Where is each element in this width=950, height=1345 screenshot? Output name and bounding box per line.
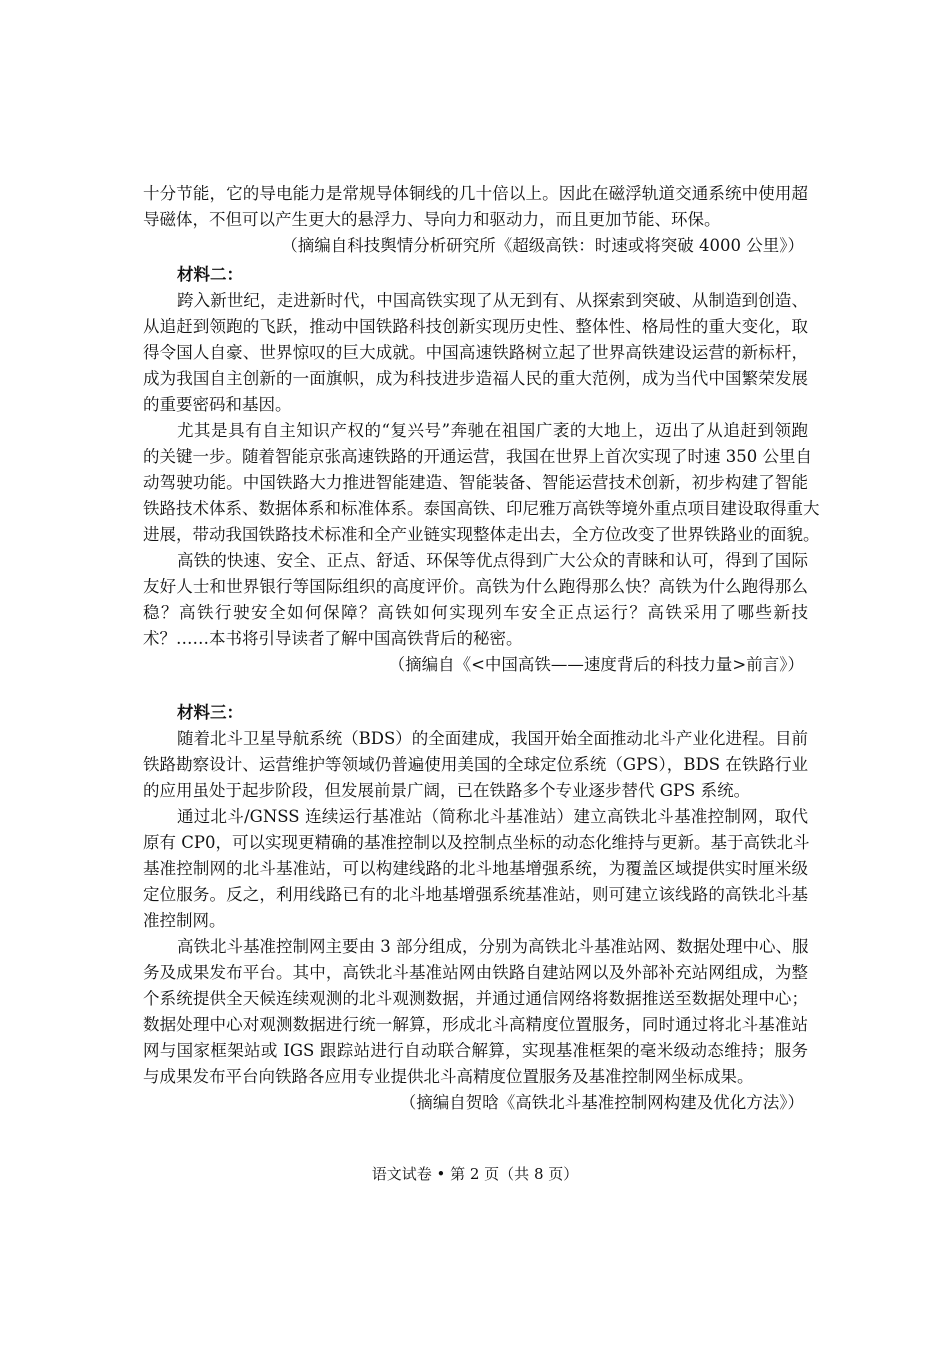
text-line: 基准控制网的北斗基准站，可以构建线路的北斗地基增强系统，为覆盖区域提供实时厘米级 [143,859,808,878]
material-two [143,262,820,678]
text-line: 术？……本书将引导读者了解中国高铁背后的秘密。 [143,629,523,648]
text-line: 网与国家框架站或 IGS 跟踪站进行自动联合解算，实现基准框架的毫米级动态维持；服务 [143,1041,808,1060]
text-line: 友好人士和世界银行等国际组织的高度评价。高铁为什么跑得那么快？高铁为什么跑得那么 [143,577,808,596]
text-line: 从追赶到领跑的飞跃，推动中国铁路科技创新实现历史性、整体性、格局性的重大变化，取 [143,317,808,336]
section-heading: 材料三： [177,703,243,722]
material-three [143,700,808,1116]
text-line: 铁路技术体系、数据体系和标准体系。泰国高铁、印尼雅万高铁等境外重点项目建设取得重大 [143,499,820,518]
text-line: 高铁北斗基准控制网主要由 3 部分组成，分别为高铁北斗基准站网、数据处理中心、服 [177,937,809,956]
text-line: 导磁体，不但可以产生更大的悬浮力、导向力和驱动力，而且更加节能、环保。 [143,210,721,229]
page-footer: 语文试卷 • 第 2 页（共 8 页） [371,1165,579,1183]
section-heading: 材料二： [177,265,243,284]
text-line: 的重要密码和基因。 [143,395,292,414]
text-line: 成为我国自主创新的一面旗帜，成为科技进步造福人民的重大范例，成为当代中国繁荣发展 [143,369,808,388]
text-line: 通过北斗/GNSS 连续运行基准站（简称北斗基准站）建立高铁北斗基准控制网，取代 [177,807,808,826]
text-line: 得令国人自豪、世界惊叹的巨大成就。中国高速铁路树立起了世界高铁建设运营的新标杆， [143,343,808,362]
text-line: 数据处理中心对观测数据进行统一解算，形成北斗高精度位置服务，同时通过将北斗基准站 [143,1015,808,1034]
material-one-tail [143,181,808,259]
text-line: 动驾驶功能。中国铁路大力推进智能建造、智能装备、智能运营技术创新，初步构建了智能 [143,473,808,492]
text-line: 稳？高铁行驶安全如何保障？高铁如何实现列车安全正点运行？高铁采用了哪些新技 [143,603,808,622]
text-line: 的应用虽处于起步阶段，但发展前景广阔，已在铁路多个专业逐步替代 GPS 系统。 [143,781,751,800]
text-line: 定位服务。反之，利用线路已有的北斗地基增强系统基准站，则可建立该线路的高铁北斗基 [143,885,808,904]
text-line: 务及成果发布平台。其中，高铁北斗基准站网由铁路自建站网以及外部补充站网组成，为整 [143,963,808,982]
source-citation: （摘编自贺晗《高铁北斗基准控制网构建及优化方法》） [399,1093,804,1112]
text-line: 原有 CP0，可以实现更精确的基准控制以及控制点坐标的动态化维持与更新。基于高铁北斗 [143,833,810,852]
source-citation: （摘编自科技舆情分析研究所《超级高铁：时速或将突破 4000 公里》） [281,236,804,255]
text-line: 进展，带动我国铁路技术标准和全产业链实现整体走出去，全方位改变了世界铁路业的面貌。 [143,525,820,544]
text-line: 准控制网。 [143,911,226,930]
text-line: 的关键一步。随着智能京张高速铁路的开通运营，我国在世界上首次实现了时速 350 公里自 [143,447,812,466]
text-line: 高铁的快速、安全、正点、舒适、环保等优点得到广大公众的青睐和认可，得到了国际 [177,551,808,570]
text-line: 个系统提供全天候连续观测的北斗观测数据，并通过通信网络将数据推送至数据处理中心； [143,989,808,1008]
text-line: 铁路勘察设计、运营维护等领域仍普遍使用美国的全球定位系统（GPS），BDS 在铁路行业 [143,755,808,774]
text-line: 十分节能，它的导电能力是常规导体铜线的几十倍以上。因此在磁浮轨道交通系统中使用超 [143,184,808,203]
source-citation: （摘编自《<中国高铁——速度背后的科技力量>前言》） [388,655,804,674]
text-line: 尤其是具有自主知识产权的“复兴号”奔驰在祖国广袤的大地上，迈出了从追赶到领跑 [177,421,808,440]
text-line: 跨入新世纪，走进新时代，中国高铁实现了从无到有、从探索到突破、从制造到创造、 [177,291,808,310]
text-line: 随着北斗卫星导航系统（BDS）的全面建成，我国开始全面推动北斗产业化进程。目前 [177,729,808,748]
text-line: 与成果发布平台向铁路各应用专业提供北斗高精度位置服务及基准控制网坐标成果。 [143,1067,754,1086]
